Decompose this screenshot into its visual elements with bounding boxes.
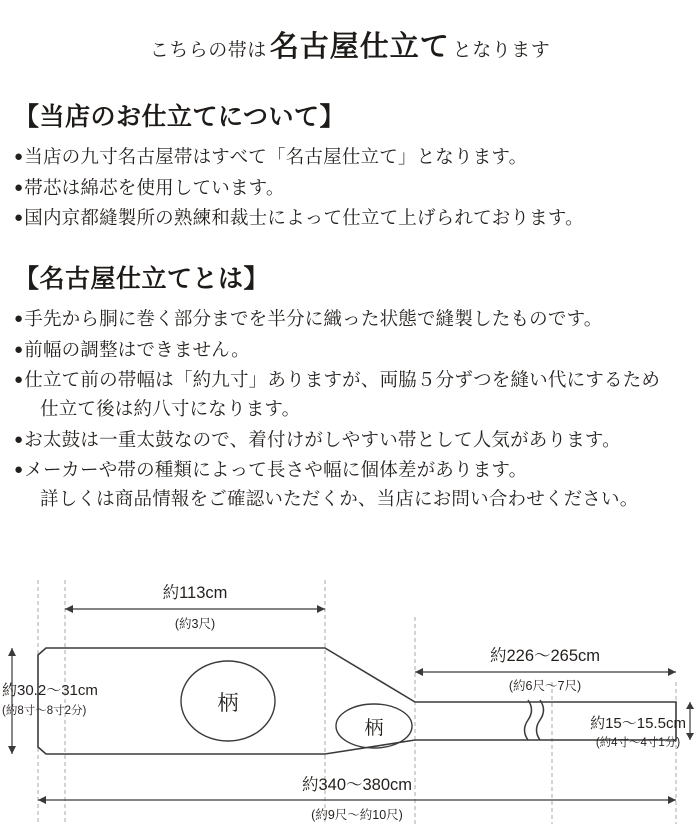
bullet-dot-icon: ●	[14, 178, 24, 196]
list-item	[14, 305, 686, 334]
break-mark-icon	[525, 700, 544, 740]
list-item-text: メーカーや帯の種類によって長さや幅に個体差があります。	[24, 459, 528, 481]
list-item-text: 当店の九寸名古屋帯はすべて「名古屋仕立て」となります。	[24, 146, 528, 167]
list-item-text: お太鼓は一重太鼓なので、着付けがしやすい帯として人気があります。	[24, 428, 621, 450]
list-item-text: 前幅の調整はできません。	[24, 338, 250, 360]
list-item-text: 手先から胴に巻く部分までを半分に織った状態で縫製したものです。	[24, 308, 603, 330]
dimension-left-width	[2, 648, 98, 754]
list-item	[14, 204, 686, 233]
list-item	[14, 366, 686, 423]
list-item	[14, 143, 686, 172]
dimension-total-length-sub: (約9尺〜約10尺)	[311, 808, 403, 822]
dimension-right-length-main: 約226〜265cm	[489, 647, 601, 665]
pattern-label-large: 柄	[217, 692, 239, 715]
bullet-dot-icon: ●	[14, 461, 24, 479]
page-title-suffix: となります	[452, 40, 551, 61]
obi-dimension-diagram	[0, 562, 700, 840]
list-item	[14, 426, 686, 455]
pattern-label-small: 柄	[364, 718, 384, 739]
bullet-dot-icon: ●	[14, 430, 24, 448]
list-item-subtext: 仕立て後は約八寸になります。	[40, 398, 301, 420]
section-title-nagoya-definition: 【名古屋仕立てとは】	[14, 265, 270, 294]
page-title-prefix: こちらの帯は	[149, 40, 267, 61]
dimension-left-width-sub: (約8寸〜8寸2分)	[2, 705, 87, 717]
dimension-right-length-sub: (約6尺〜7尺)	[508, 679, 582, 693]
dimension-top-length-sub: (約3尺)	[174, 617, 216, 631]
dimension-right-width-sub: (約4寸〜4寸1分)	[595, 737, 681, 749]
bullet-dot-icon: ●	[14, 209, 24, 227]
bullet-dot-icon: ●	[14, 310, 24, 328]
bullet-dot-icon: ●	[14, 371, 24, 389]
dimension-right-width	[590, 702, 694, 749]
page-title-emphasis: 名古屋仕立て	[269, 31, 450, 63]
dimension-top-length-main: 約113cm	[162, 584, 228, 602]
dimension-left-width-main: 約30.2〜31cm	[2, 682, 98, 699]
bullet-list-shop-tailoring	[14, 143, 686, 233]
bullet-dot-icon: ●	[14, 340, 24, 358]
section-nagoya-definition	[0, 259, 700, 514]
list-item	[14, 456, 686, 513]
list-item-text: 仕立て前の帯幅は「約九寸」ありますが、両脇５分ずつを縫い代にするため	[24, 369, 661, 391]
dimension-total-length	[38, 775, 676, 822]
bullet-dot-icon: ●	[14, 148, 24, 165]
list-item	[14, 336, 686, 365]
section-title-shop-tailoring: 【当店のお仕立てについて】	[14, 103, 346, 131]
list-item-text: 国内京都縫製所の熟練和裁士によって仕立て上げられております。	[24, 207, 584, 229]
page-title	[0, 0, 700, 71]
dimension-top-length	[65, 583, 325, 631]
list-item-text: 帯芯は綿芯を使用しています。	[24, 176, 285, 198]
section-shop-tailoring	[0, 97, 700, 233]
dimension-right-width-main: 約15〜15.5cm	[590, 715, 686, 732]
list-item-subtext: 詳しくは商品情報をご確認いただくか、当店にお問い合わせください。	[40, 488, 639, 510]
bullet-list-nagoya-definition	[14, 305, 686, 514]
dimension-right-length	[415, 646, 676, 693]
list-item	[14, 174, 686, 203]
dimension-total-length-main: 約340〜380cm	[301, 776, 413, 794]
